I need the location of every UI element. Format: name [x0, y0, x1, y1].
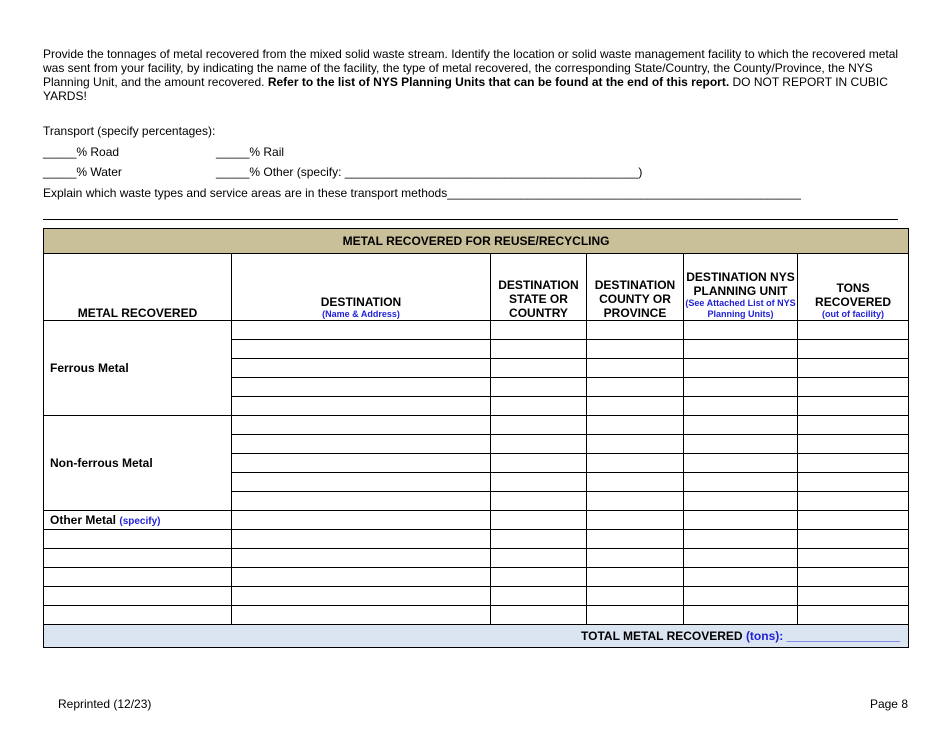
- county-cell[interactable]: [587, 435, 684, 454]
- destination-cell[interactable]: [232, 587, 491, 606]
- planning-unit-cell[interactable]: [684, 435, 798, 454]
- tons-cell[interactable]: [798, 378, 909, 397]
- other-metal-cell[interactable]: [44, 568, 232, 587]
- destination-cell[interactable]: [232, 378, 491, 397]
- total-tons-field[interactable]: _________________: [786, 629, 901, 643]
- header-metal-recovered: METAL RECOVERED: [44, 254, 232, 321]
- planning-unit-cell[interactable]: [684, 511, 798, 530]
- tons-cell[interactable]: [798, 397, 909, 416]
- other-metal-cell[interactable]: [44, 530, 232, 549]
- planning-unit-cell[interactable]: [684, 587, 798, 606]
- tons-cell[interactable]: [798, 473, 909, 492]
- state-cell[interactable]: [491, 416, 587, 435]
- state-cell[interactable]: [491, 492, 587, 511]
- tons-cell[interactable]: [798, 340, 909, 359]
- instructions-paragraph: [43, 47, 905, 103]
- county-cell[interactable]: [587, 587, 684, 606]
- planning-unit-cell[interactable]: [684, 359, 798, 378]
- destination-cell[interactable]: [232, 606, 491, 625]
- county-cell[interactable]: [587, 359, 684, 378]
- destination-cell[interactable]: [232, 568, 491, 587]
- category-other[interactable]: Other Metal (specify): [44, 511, 232, 530]
- state-cell[interactable]: [491, 397, 587, 416]
- county-cell[interactable]: [587, 530, 684, 549]
- state-cell[interactable]: [491, 321, 587, 340]
- planning-unit-cell[interactable]: [684, 549, 798, 568]
- transport-explain-field[interactable]: Explain which waste types and service areas are in these transport methods_____________________________________________________: [43, 186, 801, 200]
- county-cell[interactable]: [587, 416, 684, 435]
- destination-cell[interactable]: [232, 549, 491, 568]
- tons-cell[interactable]: [798, 435, 909, 454]
- header-planning-unit-sub: (See Attached List of NYS Planning Units): [685, 298, 796, 319]
- other-metal-cell[interactable]: [44, 587, 232, 606]
- instructions-text: Provide the tonnages of metal recovered from the mixed solid waste stream. Identify the location or solid waste management facility to which the recovered metal was sent from your facility, by indicating the name of the facility, the type of metal recovered, the corresponding State/Country, the County/Province, the NYS Planning Unit, and the amount recovered.: [43, 47, 899, 89]
- planning-unit-cell[interactable]: [684, 416, 798, 435]
- total-label: TOTAL METAL RECOVERED: [581, 629, 743, 643]
- instructions-warning: DO NOT REPORT IN CUBIC YARDS!: [43, 75, 888, 103]
- destination-cell[interactable]: [232, 473, 491, 492]
- other-percent-field[interactable]: _____% Other (specify: ____________________________________________): [216, 165, 643, 179]
- total-unit: (tons):: [745, 629, 784, 643]
- state-cell[interactable]: [491, 568, 587, 587]
- state-cell[interactable]: [491, 511, 587, 530]
- destination-cell[interactable]: [232, 435, 491, 454]
- county-cell[interactable]: [587, 321, 684, 340]
- planning-unit-cell[interactable]: [684, 606, 798, 625]
- state-cell[interactable]: [491, 340, 587, 359]
- county-cell[interactable]: [587, 473, 684, 492]
- header-destination-sub: (Name & Address): [322, 309, 400, 319]
- state-cell[interactable]: [491, 435, 587, 454]
- planning-unit-cell[interactable]: [684, 378, 798, 397]
- water-percent-field[interactable]: _____% Water: [43, 165, 122, 179]
- planning-unit-cell[interactable]: [684, 321, 798, 340]
- planning-unit-cell[interactable]: [684, 473, 798, 492]
- tons-cell[interactable]: [798, 606, 909, 625]
- state-cell[interactable]: [491, 549, 587, 568]
- rail-percent-field[interactable]: _____% Rail: [216, 145, 285, 159]
- tons-cell[interactable]: [798, 492, 909, 511]
- planning-unit-cell[interactable]: [684, 397, 798, 416]
- explain-continuation-line[interactable]: [43, 219, 898, 220]
- planning-unit-cell[interactable]: [684, 454, 798, 473]
- tons-cell[interactable]: [798, 454, 909, 473]
- destination-cell[interactable]: [232, 340, 491, 359]
- county-cell[interactable]: [587, 378, 684, 397]
- destination-cell[interactable]: [232, 397, 491, 416]
- state-cell[interactable]: [491, 473, 587, 492]
- county-cell[interactable]: [587, 568, 684, 587]
- destination-cell[interactable]: [232, 359, 491, 378]
- header-destination: DESTINATION (Name & Address): [232, 254, 491, 321]
- planning-unit-cell[interactable]: [684, 530, 798, 549]
- destination-cell[interactable]: [232, 511, 491, 530]
- tons-cell[interactable]: [798, 511, 909, 530]
- county-cell[interactable]: [587, 511, 684, 530]
- tons-cell[interactable]: [798, 416, 909, 435]
- tons-cell[interactable]: [798, 549, 909, 568]
- county-cell[interactable]: [587, 606, 684, 625]
- tons-cell[interactable]: [798, 359, 909, 378]
- page-number: Page 8: [869, 697, 908, 711]
- road-percent-field[interactable]: _____% Road: [43, 145, 120, 159]
- header-planning-unit: DESTINATION NYS PLANNING UNIT (See Attached List of NYS Planning Units): [684, 254, 798, 321]
- destination-cell[interactable]: [232, 321, 491, 340]
- tons-cell[interactable]: [798, 587, 909, 606]
- other-metal-cell[interactable]: [44, 606, 232, 625]
- state-cell[interactable]: [491, 359, 587, 378]
- county-cell[interactable]: [587, 492, 684, 511]
- header-destination-state: DESTINATION STATE OR COUNTRY: [491, 254, 587, 321]
- destination-cell[interactable]: [232, 416, 491, 435]
- state-cell[interactable]: [491, 606, 587, 625]
- tons-cell[interactable]: [798, 568, 909, 587]
- table-title: METAL RECOVERED FOR REUSE/RECYCLING: [44, 229, 909, 254]
- category-ferrous: Ferrous Metal: [44, 321, 232, 416]
- state-cell[interactable]: [491, 587, 587, 606]
- state-cell[interactable]: [491, 378, 587, 397]
- reprint-date: Reprinted (12/23): [58, 697, 152, 711]
- category-nonferrous: Non-ferrous Metal: [44, 416, 232, 511]
- destination-cell[interactable]: [232, 530, 491, 549]
- header-tons-recovered: TONS RECOVERED (out of facility): [798, 254, 909, 321]
- tons-cell[interactable]: [798, 530, 909, 549]
- other-specify-note: (specify): [119, 516, 161, 527]
- planning-unit-cell[interactable]: [684, 568, 798, 587]
- planning-unit-cell[interactable]: [684, 492, 798, 511]
- county-cell[interactable]: [587, 397, 684, 416]
- other-metal-cell[interactable]: [44, 549, 232, 568]
- state-cell[interactable]: [491, 530, 587, 549]
- tons-cell[interactable]: [798, 321, 909, 340]
- destination-cell[interactable]: [232, 492, 491, 511]
- instructions-bold-text: Refer to the list of NYS Planning Units that can be found at the end of this report.: [267, 75, 730, 89]
- header-destination-county: DESTINATION COUNTY OR PROVINCE: [587, 254, 684, 321]
- planning-unit-cell[interactable]: [684, 340, 798, 359]
- total-metal-recovered[interactable]: [44, 625, 909, 648]
- county-cell[interactable]: [587, 549, 684, 568]
- state-cell[interactable]: [491, 454, 587, 473]
- county-cell[interactable]: [587, 454, 684, 473]
- destination-cell[interactable]: [232, 454, 491, 473]
- header-tons-sub: (out of facility): [822, 309, 885, 319]
- transport-heading: Transport (specify percentages):: [43, 124, 216, 138]
- county-cell[interactable]: [587, 340, 684, 359]
- metal-recovered-table: [43, 228, 909, 648]
